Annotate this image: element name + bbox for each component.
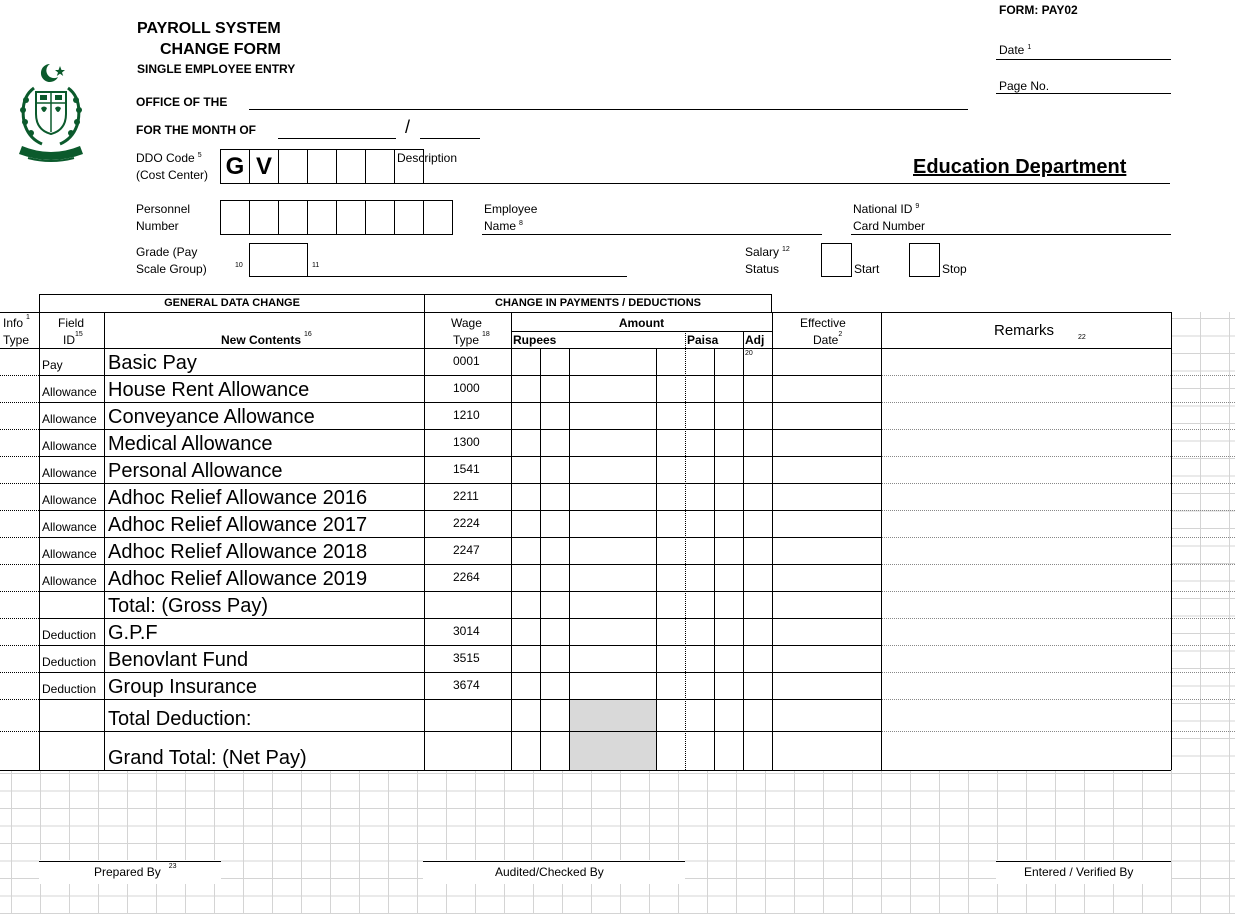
- employee-name-field[interactable]: [482, 234, 822, 235]
- ddo-label: DDO Code $^5$: [136, 151, 202, 165]
- field-id-cell: Allowance: [42, 493, 97, 507]
- card-number-label: Card Number: [853, 219, 926, 233]
- personnel-digit-box[interactable]: [307, 200, 337, 235]
- table-row: [0, 592, 1171, 618]
- personnel-digit-box[interactable]: [423, 200, 453, 235]
- effective-date-header: Effective: [800, 316, 846, 330]
- new-contents-cell: Adhoc Relief Allowance 2016: [108, 487, 368, 509]
- table-row: [0, 349, 1171, 375]
- form-subtitle-change: CHANGE FORM: [160, 41, 281, 58]
- date-field[interactable]: [996, 59, 1171, 60]
- grid-line: [1171, 312, 1172, 770]
- grade-note: 10: [235, 262, 243, 269]
- page-field[interactable]: [996, 93, 1171, 94]
- grid-line: [0, 731, 39, 732]
- form-title: PAYROLL SYSTEM: [137, 20, 281, 37]
- grid-line: [0, 699, 39, 700]
- new-contents-cell: Adhoc Relief Allowance 2018: [108, 541, 368, 563]
- table-row: [0, 376, 1171, 402]
- grand-total-label: Grand Total: (Net Pay): [108, 747, 307, 769]
- amount-header: Amount: [618, 316, 665, 330]
- total-deduction-rupees-cell: [570, 700, 656, 731]
- month-separator: /: [405, 117, 411, 137]
- month-label: FOR THE MONTH OF: [136, 123, 256, 137]
- grade-box[interactable]: [249, 243, 308, 277]
- ddo-code-char-box[interactable]: [278, 149, 308, 184]
- rupees-header: Rupees: [513, 333, 557, 347]
- new-contents-cell: Conveyance Allowance: [108, 406, 315, 428]
- new-contents-header: New Contents $^{16}$: [221, 331, 312, 347]
- adj-note: 20: [745, 350, 753, 357]
- grid-line: [39, 699, 881, 700]
- remarks-note: 22: [1078, 334, 1086, 341]
- office-label: OFFICE OF THE: [136, 95, 228, 109]
- personnel-digit-box[interactable]: [394, 200, 424, 235]
- wage-type-cell: 2211: [453, 489, 479, 503]
- grid-line: [0, 770, 1171, 771]
- personnel-number-label: Number: [136, 219, 179, 233]
- form-id: FORM: PAY02: [999, 3, 1078, 17]
- field-id-cell: Deduction: [42, 682, 97, 696]
- field-id-cell: Allowance: [42, 412, 97, 426]
- form-subtitle-entry: SINGLE EMPLOYEE ENTRY: [137, 62, 296, 76]
- grand-total-rupees-cell: [570, 732, 656, 770]
- grid-line: [0, 312, 1171, 313]
- remarks-header: Remarks: [994, 322, 1055, 339]
- new-contents-cell: Personal Allowance: [108, 460, 283, 482]
- new-contents-cell: Adhoc Relief Allowance 2019: [108, 568, 368, 590]
- year-field[interactable]: [420, 138, 480, 139]
- employee-label: Employee: [484, 202, 538, 216]
- page-label: Page No.: [999, 79, 1050, 93]
- table-row: [0, 403, 1171, 429]
- wage-type-cell: 1541: [453, 462, 480, 476]
- grid-line: [881, 699, 1235, 700]
- table-row: [0, 430, 1171, 456]
- start-label: Start: [854, 262, 880, 276]
- ddo-code-char-box[interactable]: V: [249, 149, 279, 184]
- wage-type-cell: 0001: [453, 354, 480, 368]
- grid-line: [511, 331, 772, 332]
- new-contents-cell: Group Insurance: [108, 676, 257, 698]
- field-id-cell: Deduction: [42, 628, 97, 642]
- description-field[interactable]: [395, 183, 1170, 184]
- new-contents-cell: Adhoc Relief Allowance 2017: [108, 514, 368, 536]
- new-contents-cell: Basic Pay: [108, 352, 197, 374]
- wage-type-cell: 1000: [453, 381, 480, 395]
- table-row: [0, 673, 1171, 699]
- salary-stop-box[interactable]: [909, 243, 940, 277]
- field-id-cell: Deduction: [42, 655, 97, 669]
- field-id-cell: Allowance: [42, 385, 97, 399]
- grade-desc-note: 11: [312, 262, 320, 269]
- entered-by-label: Entered / Verified By: [1024, 865, 1134, 879]
- new-contents-cell: Total: (Gross Pay): [108, 595, 269, 617]
- ddo-code-char-box[interactable]: [336, 149, 366, 184]
- personnel-digit-box[interactable]: [365, 200, 395, 235]
- table-row: [0, 457, 1171, 483]
- table-row: [0, 511, 1171, 537]
- grade-description-field[interactable]: [308, 276, 627, 277]
- month-field[interactable]: [278, 138, 396, 139]
- national-id-field[interactable]: [851, 234, 1171, 235]
- table-row: [0, 484, 1171, 510]
- personnel-digit-box[interactable]: [249, 200, 279, 235]
- salary-status-label: Status: [745, 262, 780, 276]
- salary-start-box[interactable]: [821, 243, 852, 277]
- field-id-cell: Allowance: [42, 439, 97, 453]
- field-id-cell: Allowance: [42, 466, 97, 480]
- wage-type-cell: 1210: [453, 408, 480, 422]
- personnel-digit-box[interactable]: [220, 200, 250, 235]
- ddo-code-char-box[interactable]: [307, 149, 337, 184]
- new-contents-cell: House Rent Allowance: [108, 379, 310, 401]
- prepared-by-label: Prepared By $^{23}$: [94, 863, 177, 879]
- stop-label: Stop: [942, 262, 967, 276]
- wage-type-cell: 2247: [453, 543, 480, 557]
- department-name: Education Department: [913, 156, 1127, 178]
- field-id-cell: Allowance: [42, 547, 97, 561]
- date-label: Date $^1$: [999, 43, 1032, 57]
- adj-header: Adj: [745, 333, 765, 347]
- grade-label: Grade (Pay: [136, 245, 198, 259]
- grid-line: [39, 731, 881, 732]
- national-id-label: National ID $^9$: [853, 202, 920, 216]
- new-contents-cell: Medical Allowance: [108, 433, 273, 455]
- grid-line: [743, 331, 744, 348]
- ddo-code-char-box[interactable]: [365, 149, 395, 184]
- new-contents-cell: Benovlant Fund: [108, 649, 249, 671]
- wage-type-cell: 2264: [453, 570, 480, 584]
- table-row: [0, 565, 1171, 591]
- field-id-cell: Allowance: [42, 574, 97, 588]
- wage-type-cell: 3674: [453, 678, 480, 692]
- wage-type-cell: 2224: [453, 516, 480, 530]
- personnel-label: Personnel: [136, 202, 191, 216]
- government-emblem-icon: [14, 60, 88, 166]
- ddo-code-char-box[interactable]: G: [220, 149, 250, 184]
- description-label: Description: [397, 151, 458, 165]
- scale-group-label: Scale Group): [136, 262, 207, 276]
- office-field[interactable]: [249, 109, 968, 110]
- total-deduction-label: Total Deduction:: [108, 708, 252, 730]
- field-id-cell: Allowance: [42, 520, 97, 534]
- field-id-cell: Pay: [42, 358, 63, 372]
- wage-type-cell: 3014: [453, 624, 480, 638]
- employee-name-label: Name $^8$: [484, 219, 523, 233]
- table-row: [0, 538, 1171, 564]
- new-contents-cell: G.P.F: [108, 622, 158, 644]
- audited-by-label: Audited/Checked By: [495, 865, 604, 879]
- cost-center-label: (Cost Center): [136, 168, 209, 182]
- table-row: [0, 646, 1171, 672]
- salary-label: Salary $^{12}$: [745, 245, 790, 259]
- wage-type-cell: 3515: [453, 651, 480, 665]
- field-id-header: Field: [58, 316, 85, 330]
- info-type-header: Info $^1$: [3, 314, 30, 330]
- personnel-digit-box[interactable]: [336, 200, 366, 235]
- paisa-header: Paisa: [687, 333, 719, 347]
- wage-type-header: Wage: [451, 316, 482, 330]
- wage-type-cell: 1300: [453, 435, 480, 449]
- table-row: [0, 619, 1171, 645]
- personnel-digit-box[interactable]: [278, 200, 308, 235]
- grid-line: [881, 731, 1235, 732]
